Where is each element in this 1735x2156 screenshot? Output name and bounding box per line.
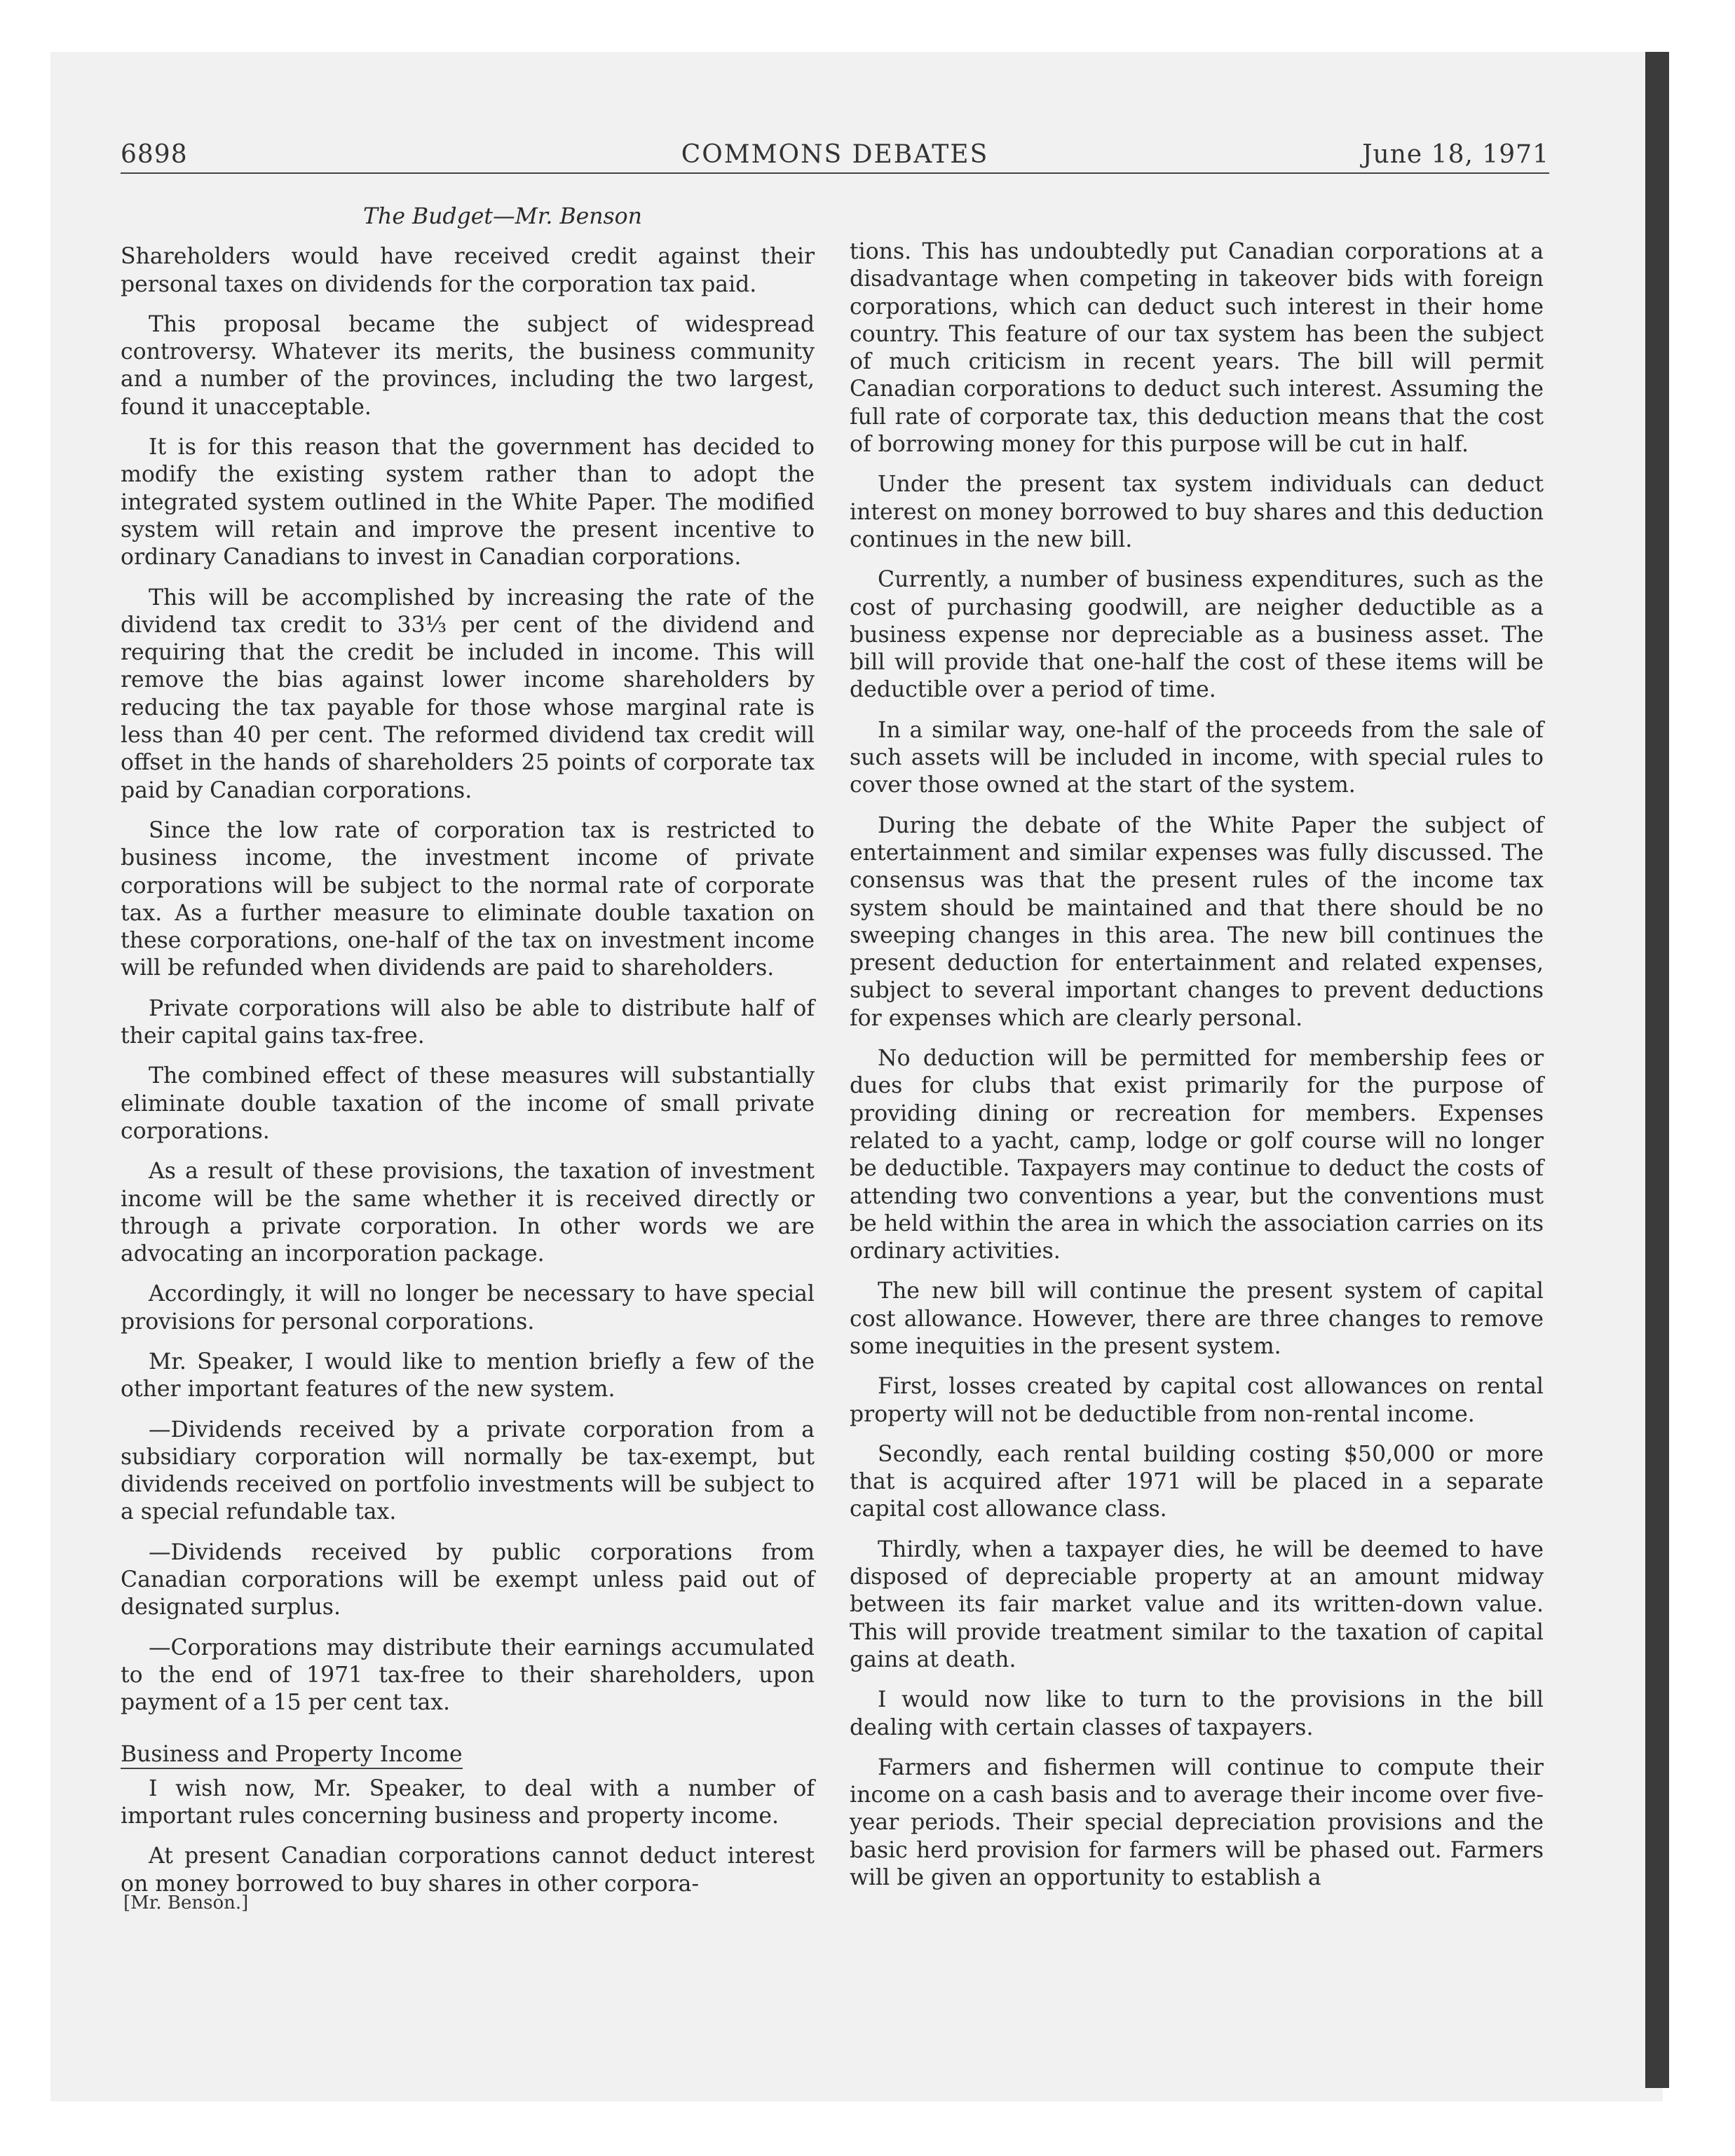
paragraph: Shareholders would have received credit against their personal taxes on dividends for the corporation tax paid.: [121, 244, 815, 297]
paragraph: tions. This has undoubtedly put Canadian corporations at a disadvantage when competing in takeover bids with foreign corporations, which can deduct such interest in their home country. This feature of our tax system has been the subject of much criticism in recent years. The bill will permit Canadian corporations to deduct such interest. Assuming the full rate of corporate tax, this deduction means that the cost of borrowing money for this purpose will be cut in half.: [850, 239, 1544, 458]
paragraph: This proposal became the subject of widespread controversy. Whatever its merits, the business community and a number of the provinces, including the two largest, found it unacceptable.: [121, 311, 815, 420]
right-column: [850, 238, 1544, 1904]
paragraph: —Dividends received by public corporations from Canadian corporations will be exempt unless paid out of designated surplus.: [121, 1539, 815, 1621]
section-subheading: [121, 1741, 815, 1768]
paragraph: Mr. Speaker, I would like to mention briefly a few of the other important features of the new system.: [121, 1349, 815, 1403]
paragraph: I would now like to turn to the provisions in the bill dealing with certain classes of taxpayers.: [850, 1687, 1544, 1740]
paragraph: Secondly, each rental building costing $50,000 or more that is acquired after 1971 will be placed in a separate capital cost allowance class.: [850, 1441, 1544, 1522]
paragraph: Since the low rate of corporation tax is restricted to business income, the investment income of private corporations will be subject to the normal rate of corporate tax. As a further measure to eliminate double taxation on these corporations, one-half of the tax on investment income will be refunded when dividends are paid to shareholders.: [121, 817, 815, 981]
page-date: June 18, 1971: [1362, 140, 1549, 169]
left-column: [121, 203, 815, 1911]
paragraph: Private corporations will also be able to distribute half of their capital gains tax-free.: [121, 995, 815, 1049]
paragraph: Thirdly, when a taxpayer dies, he will be deemed to have disposed of depreciable property at an amount midway between its fair market value and its written-down value. This will provide treatment similar to the taxation of capital gains at death.: [850, 1536, 1544, 1672]
paragraph: The combined effect of these measures will substantially eliminate double taxation of the income of small private corporations.: [121, 1063, 815, 1144]
paragraph: I wish now, Mr. Speaker, to deal with a number of important rules concerning business and property income.: [121, 1775, 815, 1829]
paragraph: Under the present tax system individuals can deduct interest on money borrowed to buy shares and this deduction continues in the new bill.: [850, 472, 1544, 552]
paragraph: During the debate of the White Paper the subject of entertainment and similar expenses was fully discussed. The consensus was that the present rules of the income tax system should be maintained and that there should be no sweeping changes in this area. The new bill continues the present deduction for entertainment and related expenses, subject to several important changes to prevent deductions for expenses which are clearly personal.: [850, 812, 1544, 1031]
paragraph: Accordingly, it will no longer be necessary to have special provisions for personal corporations.: [121, 1281, 815, 1335]
paragraph: First, losses created by capital cost allowances on rental property will not be deductible from non-rental income.: [850, 1374, 1544, 1427]
page-header: [121, 140, 1549, 172]
running-head: The Budget—Mr. Benson: [363, 204, 642, 229]
scan-edge-shadow: [1645, 52, 1669, 2088]
paragraph: No deduction will be permitted for membership fees or dues for clubs that exist primarily for the purpose of providing dining or recreation for members. Expenses related to a yacht, camp, lodge or golf course will no longer be deductible. Taxpayers may continue to deduct the costs of attending two conventions a year, but the conventions must be held within the area in which the association carries on its ordinary activities.: [850, 1046, 1544, 1264]
paragraph: At present Canadian corporations cannot deduct interest on money borrowed to buy shares in other corpora-: [121, 1843, 815, 1897]
header-rule: [121, 172, 1549, 174]
paragraph: —Dividends received by a private corporation from a subsidiary corporation will normally be tax-exempt, but dividends received on portfolio investments will be subject to a special refundable tax.: [121, 1417, 815, 1525]
paragraph: As a result of these provisions, the taxation of investment income will be the same whether it is received directly or through a private corporation. In other words we are advocating an incorporation package.: [121, 1159, 815, 1267]
paragraph: Currently, a number of business expenditures, such as the cost of purchasing goodwill, are neigher deductible as a business expense nor depreciable as a business asset. The bill will provide that one-half the cost of these items will be deductible over a period of time.: [850, 567, 1544, 703]
section-subheading-text: Business and Property Income: [121, 1742, 463, 1769]
paragraph: —Corporations may distribute their earnings accumulated to the end of 1971 tax-free to their shareholders, upon payment of a 15 per cent tax.: [121, 1635, 815, 1716]
paragraph: It is for this reason that the government has decided to modify the existing system rather than to adopt the integrated system outlined in the White Paper. The modified system will retain and improve the present incentive to ordinary Canadians to invest in Canadian corporations.: [121, 435, 815, 571]
speaker-footer: [Mr. Benson.]: [123, 1892, 249, 1913]
paragraph: Farmers and fishermen will continue to compute their income on a cash basis and to average their income over five-year periods. Their special depreciation provisions and the basic herd provision for farmers will be phased out. Farmers will be given an opportunity to establish a: [850, 1754, 1544, 1891]
publication-title: COMMONS DEBATES: [681, 140, 989, 169]
paragraph: In a similar way, one-half of the proceeds from the sale of such assets will be included in income, with special rules to cover those owned at the start of the system.: [850, 717, 1544, 798]
page-number: 6898: [121, 140, 188, 169]
paragraph: The new bill will continue the present system of capital cost allowance. However, there are three changes to remove some inequities in the present system.: [850, 1278, 1544, 1359]
paragraph: This will be accomplished by increasing the rate of the dividend tax credit to 33⅓ per cent of the dividend and requiring that the credit be included in income. This will remove the bias against lower income shareholders by reducing the tax payable for those whose marginal rate is less than 40 per cent. The reformed dividend tax credit will offset in the hands of shareholders 25 points of corporate tax paid by Canadian corporations.: [121, 585, 815, 803]
